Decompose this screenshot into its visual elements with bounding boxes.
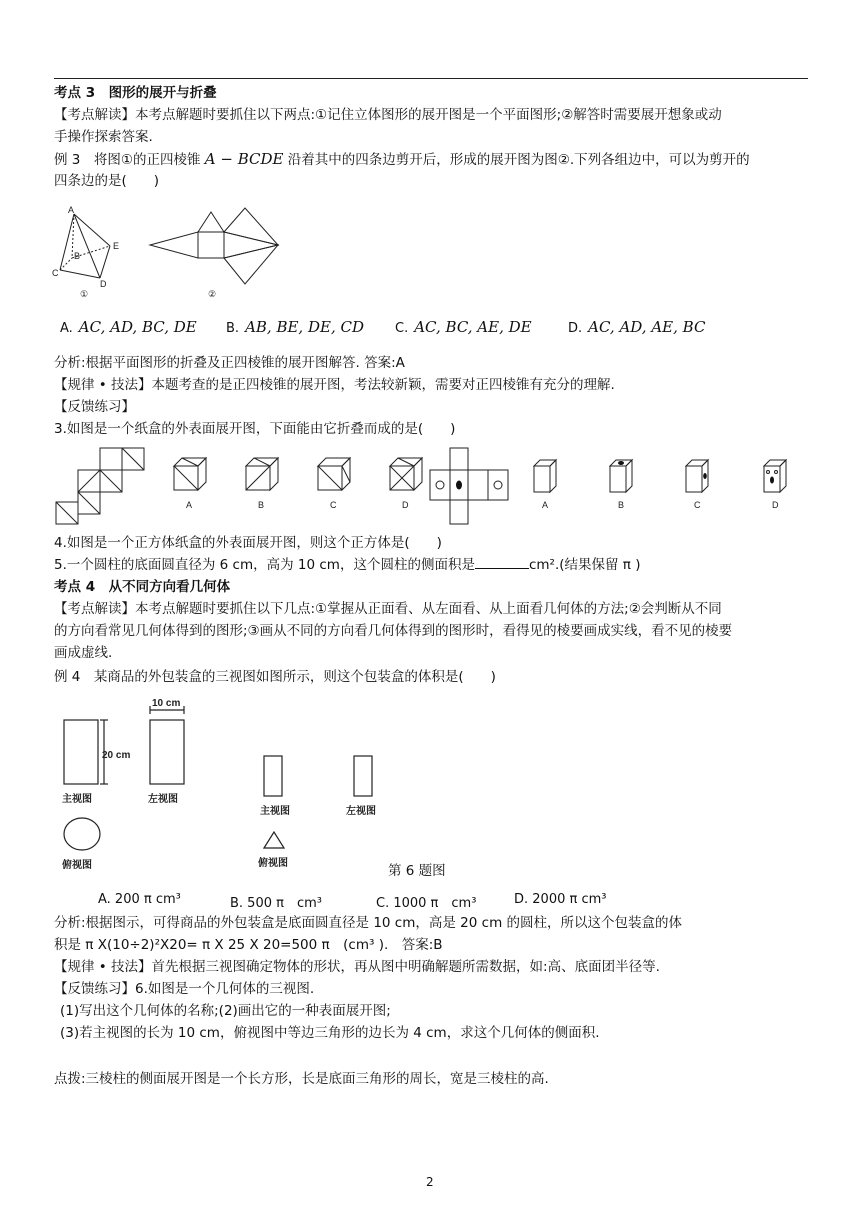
q3-label-b: B — [258, 500, 265, 510]
pyramid-name: A − BCDE — [204, 150, 284, 168]
question-4: 4.如图是一个正方体纸盒的外表面展开图，则这个正方体是( ) — [54, 535, 442, 551]
pyramid-label-a: A — [68, 205, 75, 215]
q3-label-a: A — [186, 500, 193, 510]
question-3: 3.如图是一个纸盒的外表面展开图，下面能由它折叠而成的是( ) — [54, 421, 456, 437]
page-number: 2 — [426, 1175, 434, 1189]
example-4-analysis-line-2: 积是 π X(10÷2)²X20= π X 25 X 20=500 π (cm³ ). 答案:B — [54, 937, 443, 953]
q3-cube-d — [390, 458, 422, 490]
question-5-unit: cm².(结果保留 π ) — [528, 557, 641, 573]
example-3-tip: 【规律 • 技法】本题考查的是正四棱锥的展开图，考法较新颖，需要对正四棱锥有充分的理解. — [54, 377, 615, 393]
example-3-option-a — [60, 318, 197, 336]
example-3-option-c — [395, 318, 532, 336]
question-5-text: 5.一个圆柱的底面圆直径为 6 cm，高为 10 cm，这个圆柱的侧面积是 — [54, 557, 475, 573]
question-6: 【反馈练习】6.如图是一个几何体的三视图. — [54, 981, 315, 997]
dimension-width: 10 cm — [152, 698, 181, 709]
section-3-title: 考点 3 图形的展开与折叠 — [54, 85, 217, 101]
q3-cube-a — [174, 458, 206, 490]
example-4: 例 4 某商品的外包装盒的三视图如图所示，则这个包装盒的体积是( ) — [54, 669, 496, 685]
question-6-part-1-2: (1)写出这个几何体的名称;(2)画出它的一种表面展开图; — [60, 1003, 391, 1019]
q4-label-d: D — [772, 500, 779, 510]
option-a-letter: A. — [60, 321, 73, 336]
section-4-reading-line-1: 【考点解读】本考点解题时要抓住以下几点:①掌握从正面看、从左面看、从上面看几何体的方法;②会判断从不同 — [54, 601, 722, 617]
cube-net-figure — [428, 446, 510, 528]
top-view-label: 俯视图 — [62, 860, 92, 871]
section-4-reading-line-2: 的方向看常见几何体得到的图形;③画从不同的方向看几何体得到的图形时，看得见的棱要画成实线，看不见的棱要 — [54, 623, 733, 639]
figure-6-caption: 第 6 题图 — [388, 863, 446, 879]
example-3-analysis: 分析:根据平面图形的折叠及正四棱锥的展开图解答. 答案:A — [54, 355, 405, 371]
example-3-line-1 — [54, 150, 750, 169]
pyramid-label-e: E — [113, 241, 120, 251]
question-6-hint: 点拨:三棱柱的侧面展开图是一个长方形，长是底面三角形的周长，宽是三棱柱的高. — [54, 1071, 549, 1087]
figure-1-label: ① — [80, 289, 89, 299]
q3-cube-b — [246, 458, 278, 490]
question-6-three-views — [250, 748, 390, 872]
example-4-option-c: C. 1000 π cm³ — [376, 896, 477, 911]
pyramid-label-c: C — [52, 268, 59, 278]
section-3-reading-line-2: 手操作探索答案. — [54, 129, 153, 145]
q4-label-c: C — [694, 500, 701, 510]
dimension-height: 20 cm — [102, 750, 131, 761]
section-3-reading-line-1: 【考点解读】本考点解题时要抓住以下两点:①记住立体图形的展开图是一个平面图形;②解答时需要展开想象或动 — [54, 107, 722, 123]
header-rule — [54, 78, 808, 79]
example-3-option-d — [568, 318, 705, 336]
option-c-letter: C. — [395, 321, 409, 336]
feedback-heading: 【反馈练习】 — [54, 399, 135, 415]
example-4-option-d: D. 2000 π cm³ — [514, 892, 607, 907]
q3-label-c: C — [330, 500, 337, 510]
section-4-title: 考点 4 从不同方向看几何体 — [54, 579, 231, 595]
example-4-three-views — [54, 696, 214, 876]
example-3-option-b — [226, 318, 364, 336]
q4-cube-a — [534, 460, 556, 492]
box-net-figure — [54, 446, 146, 528]
figure-2-label: ② — [208, 289, 217, 299]
q6-front-view-label: 主视图 — [260, 806, 290, 817]
option-c-text: AC, BC, AE, DE — [414, 318, 532, 336]
pyramid-figure — [50, 200, 130, 300]
pyramid-net-figure — [140, 200, 290, 300]
option-d-text: AC, AD, AE, BC — [588, 318, 706, 336]
q3-label-d: D — [402, 500, 409, 510]
example-3-line-2: 四条边的是( ) — [54, 173, 160, 189]
example-4-analysis-line-1: 分析:根据图示，可得商品的外包装盒是底面圆直径是 10 cm，高是 20 cm 的圆柱，所以这个包装盒的体 — [54, 915, 683, 931]
option-b-text: AB, BE, DE, CD — [245, 318, 364, 336]
pyramid-label-b: B — [74, 251, 81, 261]
q4-cube-options — [528, 452, 798, 520]
option-b-letter: B. — [226, 321, 240, 336]
q4-label-b: B — [618, 500, 625, 510]
question-6-part-3: (3)若主视图的长为 10 cm，俯视图中等边三角形的边长为 4 cm，求这个几何体的侧面积. — [60, 1025, 600, 1041]
example-4-tip: 【规律 • 技法】首先根据三视图确定物体的形状，再从图中明确解题所需数据，如:高、底面团半径等. — [54, 959, 660, 975]
example-3-text-b: 沿着其中的四条边剪开后，形成的展开图为图②.下列各组边中，可以为剪开的 — [283, 152, 750, 168]
q3-cube-options — [168, 452, 428, 520]
q3-cube-c — [318, 458, 350, 490]
question-5 — [54, 556, 641, 574]
section-4-reading-line-3: 画成虚线. — [54, 645, 113, 661]
example-3-text-a: 例 3 将图①的正四棱锥 — [54, 152, 205, 168]
example-4-option-a: A. 200 π cm³ — [98, 892, 181, 907]
q6-left-view-label: 左视图 — [346, 806, 376, 817]
answer-blank — [475, 556, 529, 569]
q6-top-view-label: 俯视图 — [258, 858, 288, 869]
q4-label-a: A — [542, 500, 549, 510]
front-view-label: 主视图 — [62, 794, 92, 805]
pyramid-label-d: D — [100, 279, 107, 289]
left-view-label: 左视图 — [148, 794, 178, 805]
option-a-text: AC, AD, BC, DE — [78, 318, 197, 336]
q4-cube-d — [764, 460, 786, 492]
example-4-option-b: B. 500 π cm³ — [230, 896, 322, 911]
option-d-letter: D. — [568, 321, 583, 336]
